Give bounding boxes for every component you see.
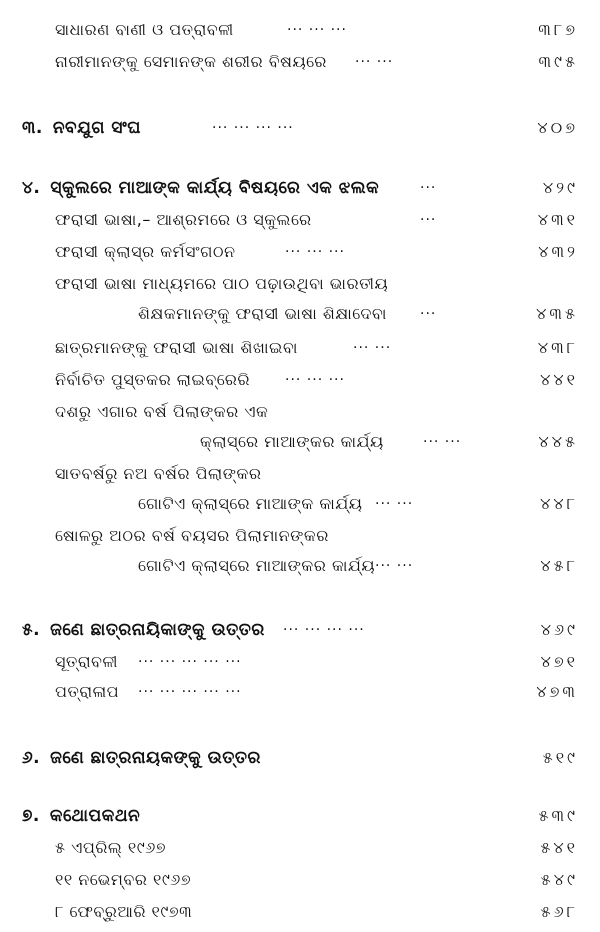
page-number: ୫୩୯ (538, 806, 578, 825)
leader-dots: ··· ··· ··· (285, 244, 345, 260)
toc-entry (0, 236, 600, 268)
entry-title: ପତ୍ରାଳାପ (55, 682, 120, 701)
toc-entry (0, 268, 600, 300)
toc-entry (0, 426, 600, 458)
entry-title: ଫରାସୀ ଭାଷା,– ଆଶ୍ରମରେ ଓ ସ୍କୁଲରେ (55, 210, 312, 229)
page-number: ୪୪୫ (538, 432, 578, 451)
toc-entry (0, 332, 600, 364)
page-number: ୪୨୯ (542, 178, 578, 197)
page-number: ୫୬୮ (540, 902, 578, 921)
leader-dots: ··· ··· ··· ··· ··· (138, 684, 242, 700)
page-number: ୪୪୧ (540, 370, 578, 389)
toc-entry (0, 298, 600, 330)
page-number: ୪୬୯ (540, 620, 578, 639)
page-number: ୪୫୮ (540, 556, 578, 575)
page-number: ୪୪୮ (540, 494, 578, 513)
page-number: ୩୯୫ (538, 52, 578, 71)
leader-dots: ··· ··· ··· (287, 22, 347, 38)
leader-dots: ··· ··· (353, 340, 392, 356)
entry-title: ଗୋଟିଏ କ୍ଲାସ୍‌ରେ ମାଆଙ୍କ କାର୍ଯ୍ୟ (138, 494, 363, 513)
page-number: ୫୪୧ (540, 838, 578, 857)
entry-title: ସାଧାରଣ ବାଣୀ ଓ ପତ୍ରାବଳୀ (55, 20, 234, 39)
entry-title: ୧୧ ନଭେମ୍ବର ୧୯୬୭ (55, 870, 192, 889)
page-number: ୪୩୫ (536, 304, 578, 323)
leader-dots: ··· ··· (423, 434, 462, 450)
toc-entry (0, 364, 600, 396)
leader-dots: ··· (420, 306, 437, 322)
leader-dots: ··· ··· ··· (285, 372, 345, 388)
toc-entry (0, 488, 600, 520)
entry-title: ଜଣେ ଛାତ୍ରନାୟକଙ୍କୁ ଉତ୍ତର (50, 748, 261, 768)
section-number: ୬. (22, 748, 41, 768)
entry-title: କଥୋପକଥନ (49, 806, 141, 826)
entry-title: ୮ ଫେବ୍ରୁଆରି ୧୯୭୩ (55, 902, 193, 921)
leader-dots: ··· ··· ··· ··· (212, 120, 294, 136)
page-number: ୫୧୯ (542, 748, 578, 767)
page-number: ୪୦୭ (537, 118, 578, 137)
leader-dots: ··· (420, 212, 437, 228)
entry-title: ଦଶରୁ ଏଗାର ବର୍ଷ ପିଲାଙ୍କର ଏକ (55, 402, 269, 421)
entry-title: ୫ ଏପ୍ରିଲ୍ ୧୯୬୭ (55, 838, 167, 857)
toc-section-heading (0, 172, 600, 204)
page-number: ୫୪୯ (540, 870, 578, 889)
entry-title: ସୂତ୍ରାବଳୀ (55, 652, 119, 671)
toc-entry (0, 646, 600, 678)
entry-title: ଜଣେ ଛାତ୍ରନାୟିକାଙ୍କୁ ଉତ୍ତର (50, 620, 265, 640)
page-number: ୪୩୮ (537, 338, 578, 357)
page-number: ୪୭୧ (540, 652, 578, 671)
toc-section-heading (0, 614, 600, 646)
entry-title: ଫରାସୀ ଭାଷା ମାଧ୍ୟମରେ ପାଠ ପଢ଼ାଉଥିବା ଭାରତୀୟ (55, 274, 389, 293)
leader-dots: ··· ··· (355, 54, 394, 70)
toc-entry (0, 676, 600, 708)
entry-title: ଫରାସୀ କ୍ଲାସ୍‌ର କର୍ମସଂଗଠନ (55, 242, 236, 261)
section-number: ୩. (22, 118, 43, 138)
entry-title: ସାତବର୍ଷରୁ ନଅ ବର୍ଷର ପିଲାଙ୍କର (55, 464, 262, 483)
page-number: ୪୩୧ (537, 210, 578, 229)
section-number: ୪. (22, 178, 41, 198)
toc-entry (0, 832, 600, 864)
section-number: ୭. (22, 806, 40, 826)
toc-entry (0, 550, 600, 582)
toc-entry (0, 396, 600, 428)
section-number: ୫. (22, 620, 41, 640)
entry-title: କ୍ଲାସ୍‌ରେ ମାଆଙ୍କର କାର୍ଯ୍ୟ (200, 432, 384, 451)
entry-title: ସ୍କୁଲରେ ମାଆଙ୍କ କାର୍ଯ୍ୟ ବିଷୟରେ ଏକ ଝଲକ (50, 178, 380, 198)
entry-title: ଗୋଟିଏ କ୍ଲାସ୍‌ରେ ମାଆଙ୍କର କାର୍ଯ୍ୟ (138, 556, 376, 575)
entry-title: ନିର୍ବାଚିତ ପୁସ୍ତକର ଲାଇବ୍ରେରି (55, 370, 251, 389)
entry-title: ଶିକ୍ଷକମାନଙ୍କୁ ଫରାସୀ ଭାଷା ଶିକ୍ଷାଦେବା (138, 304, 387, 323)
toc-entry (0, 458, 600, 490)
toc-section-heading (0, 742, 600, 774)
entry-title: ନବଯୁଗ ସଂଘ (52, 118, 141, 138)
toc-entry (0, 46, 600, 78)
leader-dots: ··· ··· (375, 558, 414, 574)
toc-section-heading (0, 800, 600, 832)
entry-title: ଛାତ୍ରମାନଙ୍କୁ ଫରାସୀ ଭାଷା ଶିଖାଇବା (55, 338, 298, 357)
toc-entry (0, 896, 600, 928)
page-number: ୪୩୨ (538, 242, 578, 261)
toc-entry (0, 864, 600, 896)
page-number: ୩୮୭ (538, 20, 578, 39)
leader-dots: ··· ··· (375, 496, 414, 512)
leader-dots: ··· (420, 180, 437, 196)
toc-section-heading (0, 112, 600, 144)
leader-dots: ··· ··· ··· ··· ··· (138, 654, 242, 670)
toc-entry (0, 204, 600, 236)
page-number: ୪୭୩ (536, 682, 578, 701)
entry-title: ନାରୀମାନଙ୍କୁ ସେମାନଙ୍କ ଶରୀର ବିଷୟରେ (55, 52, 327, 71)
toc-entry (0, 14, 600, 46)
leader-dots: ··· ··· ··· ··· (283, 622, 365, 638)
toc-entry (0, 520, 600, 552)
entry-title: ଷୋଳରୁ ଅଠର ବର୍ଷ ବୟସର ପିଲାମାନଙ୍କର (55, 526, 329, 545)
